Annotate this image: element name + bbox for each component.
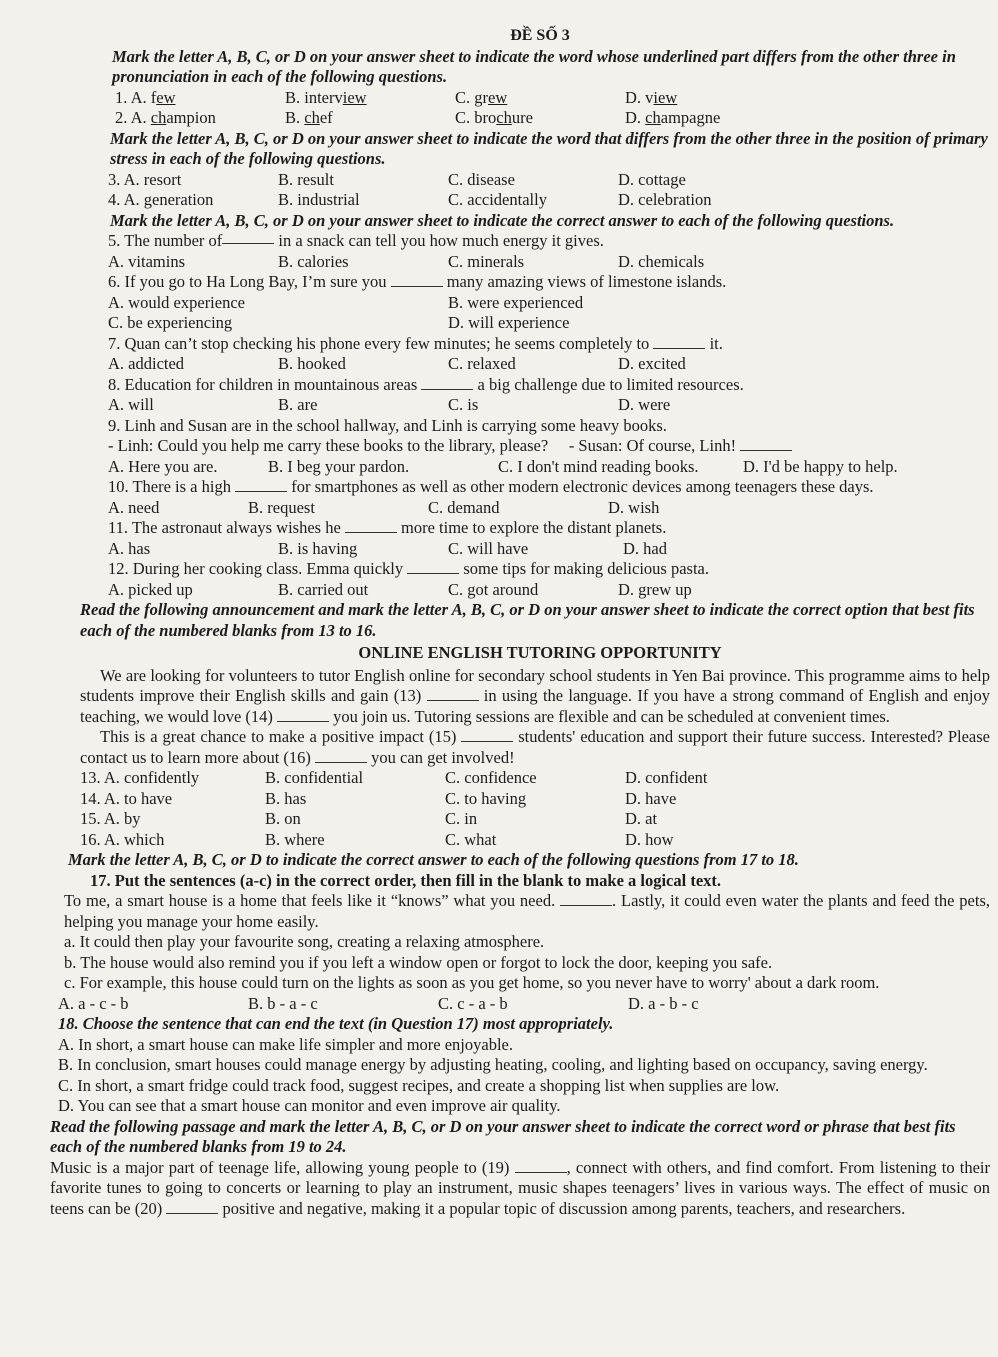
q18-option-b[interactable]: B. In conclusion, smart houses could manage energy by adjusting heating, cooling, and lighting based on occupancy, saving energy. xyxy=(58,1055,928,1074)
question-4 xyxy=(50,190,990,211)
q4-option-b[interactable]: B. industrial xyxy=(278,190,360,209)
q16-option-c[interactable]: C. what xyxy=(445,829,497,849)
exam-title: ĐỀ SỐ 3 xyxy=(510,27,570,44)
q7-option-c[interactable]: C. relaxed xyxy=(448,354,516,373)
question-11-options xyxy=(50,539,990,560)
q13-option-b[interactable]: B. confidential xyxy=(265,768,364,787)
q2-option-d[interactable]: D. champagne xyxy=(625,108,721,127)
question-1 xyxy=(50,88,990,109)
q9-option-c[interactable]: C. I don't mind reading books. xyxy=(498,456,699,476)
q15-option-b[interactable]: B. on xyxy=(265,809,301,828)
q17-sentence-c: c. For example, this house could turn on the lights as soon as you get home, so you never have to worry' about a dark room. xyxy=(64,973,880,992)
instruction-correct-answer: Mark the letter A, B, C, or D on your answer sheet to indicate the correct answer to each of the following questions. xyxy=(110,210,895,230)
q11-option-d[interactable]: D. had xyxy=(623,538,667,558)
question-8-stem: 8. Education for children in mountainous areas a big challenge due to limited resources. xyxy=(108,374,744,394)
q1-option-d[interactable]: D. view xyxy=(625,87,678,107)
q15-option-a[interactable]: 15. A. by xyxy=(80,809,141,828)
q16-option-a[interactable]: 16. A. which xyxy=(80,829,165,849)
question-9-dialogue: - Linh: Could you help me carry these books to the library, please? - Susan: Of course, Linh! xyxy=(50,436,990,457)
question-12-stem: 12. During her cooking class. Emma quickly some tips for making delicious pasta. xyxy=(108,559,709,578)
question-9-options xyxy=(50,457,990,478)
question-6-options xyxy=(50,293,990,314)
q17-option-c[interactable]: C. c - a - b xyxy=(438,993,508,1013)
question-15 xyxy=(50,809,990,830)
question-10-options xyxy=(50,498,990,519)
q8-option-d[interactable]: D. were xyxy=(618,395,671,414)
q12-option-a[interactable]: A. picked up xyxy=(108,579,193,599)
q14-option-c[interactable]: C. to having xyxy=(445,788,527,808)
q10-option-c[interactable]: C. demand xyxy=(428,497,500,517)
q16-option-d[interactable]: D. how xyxy=(625,829,674,849)
q17-sentence-a: a. It could then play your favourite song, creating a relaxing atmosphere. xyxy=(64,932,545,951)
q7-option-a[interactable]: A. addicted xyxy=(108,354,185,373)
question-9-stem: 9. Linh and Susan are in the school hallway, and Linh is carrying some heavy books. xyxy=(108,415,667,435)
q12-option-d[interactable]: D. grew up xyxy=(618,579,692,599)
q3-option-c[interactable]: C. disease xyxy=(448,169,515,189)
question-7-options xyxy=(50,354,990,375)
q9-option-b[interactable]: B. I beg your pardon. xyxy=(268,456,410,476)
q1-option-c[interactable]: C. grew xyxy=(455,87,508,107)
q8-option-c[interactable]: C. is xyxy=(448,395,479,414)
q14-option-b[interactable]: B. has xyxy=(265,788,307,808)
question-8-options xyxy=(50,395,990,416)
q6-option-c[interactable]: C. be experiencing xyxy=(108,313,233,332)
q10-option-a[interactable]: A. need xyxy=(108,497,160,517)
q7-option-b[interactable]: B. hooked xyxy=(278,354,346,373)
question-14 xyxy=(50,789,990,810)
q6-option-a[interactable]: A. would experience xyxy=(108,292,245,312)
q8-option-a[interactable]: A. will xyxy=(108,395,154,414)
question-18-stem: 18. Choose the sentence that can end the text (in Question 17) most appropriately. xyxy=(58,1014,614,1033)
q2-option-c[interactable]: C. brochure xyxy=(455,108,533,127)
instruction-announcement: Read the following announcement and mark the letter A, B, C, or D on your answer sheet to indicate the correct option that best fits each of the numbered blanks from 13 to 16. xyxy=(80,600,975,640)
question-7-stem: 7. Quan can’t stop checking his phone every few minutes; he seems completely to it. xyxy=(108,333,723,353)
question-5-stem: 5. The number of in a snack can tell you how much energy it gives. xyxy=(108,231,604,250)
question-17-stem: 17. Put the sentences (a-c) in the correct order, then fill in the blank to make a logical text. xyxy=(90,870,722,890)
question-11-stem: 11. The astronaut always wishes he more time to explore the distant planets. xyxy=(108,518,667,537)
q6-option-d[interactable]: D. will experience xyxy=(448,313,570,332)
question-10-stem: 10. There is a high for smartphones as well as other modern electronic devices among teenagers these days. xyxy=(108,477,874,496)
q18-option-d[interactable]: D. You can see that a smart house can monitor and even improve air quality. xyxy=(58,1096,561,1115)
q9-option-d[interactable]: D. I'd be happy to help. xyxy=(743,456,898,476)
question-17-text: To me, a smart house is a home that feels like it “knows” what you need. . Lastly, it could even water the plants and feed the pets, helping you manage your home easily. xyxy=(64,891,990,931)
q1-option-a[interactable]: 1. A. few xyxy=(115,87,176,107)
instruction-passage: Read the following passage and mark the letter A, B, C, or D on your answer sheet to indicate the correct word or phrase that best fits each of the numbered blanks from 19 to 24. xyxy=(50,1116,956,1156)
question-6-stem: 6. If you go to Ha Long Bay, I’m sure you many amazing views of limestone islands. xyxy=(108,272,727,291)
question-17-options xyxy=(50,994,990,1015)
q2-option-b[interactable]: B. chef xyxy=(285,108,333,127)
q3-option-d[interactable]: D. cottage xyxy=(618,169,686,189)
q12-option-b[interactable]: B. carried out xyxy=(278,579,369,599)
q14-option-a[interactable]: 14. A. to have xyxy=(80,788,173,808)
question-6-options-2 xyxy=(50,313,990,334)
q12-option-c[interactable]: C. got around xyxy=(448,579,539,599)
music-passage: Music is a major part of teenage life, allowing young people to (19) , connect with others, and find comfort. From listening to their favorite tunes to going to concerts or learning to play an instrument, music shapes teenagers’ lives in various ways. The effect of music on teens can be (20) positive and negative, making it a popular topic of discussion among parents, teachers, and researchers. xyxy=(50,1157,991,1218)
instruction-stress: Mark the letter A, B, C, or D on your answer sheet to indicate the word that differs from the other three in the position of primary stress in each of the following questions. xyxy=(110,128,988,168)
q10-option-d[interactable]: D. wish xyxy=(608,497,660,517)
announcement-heading: ONLINE ENGLISH TUTORING OPPORTUNITY xyxy=(358,643,722,662)
announcement-paragraph-2: This is a great chance to make a positive impact (15) students' education and support their future success. Interested? Please contact us to learn more about (16) you can get involved! xyxy=(80,727,990,767)
question-12-options xyxy=(50,580,990,601)
q17-option-a[interactable]: A. a - c - b xyxy=(58,993,129,1013)
q11-option-c[interactable]: C. will have xyxy=(448,538,529,558)
q16-option-b[interactable]: B. where xyxy=(265,829,325,849)
q11-option-b[interactable]: B. is having xyxy=(278,538,358,558)
question-5-options xyxy=(50,252,990,273)
q4-option-d[interactable]: D. celebration xyxy=(618,190,712,209)
q15-option-d[interactable]: D. at xyxy=(625,809,658,828)
q18-option-c[interactable]: C. In short, a smart fridge could track food, suggest recipes, and create a shopping list when supplies are low. xyxy=(58,1075,780,1095)
q5-option-c[interactable]: C. minerals xyxy=(448,251,525,271)
q5-option-d[interactable]: D. chemicals xyxy=(618,251,705,271)
announcement-paragraph-1: We are looking for volunteers to tutor English online for secondary school students in Yen Bai province. This programme aims to help students improve their English skills and gain (13) in using the language. If you have a strong command of English and enjoy teaching, we would love (14) you join us. Tutoring sessions are flexible and can be scheduled at convenient times. xyxy=(80,665,990,726)
q7-option-d[interactable]: D. excited xyxy=(618,354,686,373)
q9-option-a[interactable]: A. Here you are. xyxy=(108,456,218,476)
q1-option-b[interactable]: B. interview xyxy=(285,87,367,107)
question-13 xyxy=(50,768,990,789)
q13-option-d[interactable]: D. confident xyxy=(625,768,708,787)
question-3 xyxy=(50,170,990,191)
q14-option-d[interactable]: D. have xyxy=(625,788,677,808)
exam-content xyxy=(50,26,990,1219)
q11-option-a[interactable]: A. has xyxy=(108,538,151,558)
q2-option-a[interactable]: 2. A. champion xyxy=(115,108,216,127)
q13-option-c[interactable]: C. confidence xyxy=(445,768,537,787)
q4-option-c[interactable]: C. accidentally xyxy=(448,190,547,209)
q10-option-b[interactable]: B. request xyxy=(248,497,315,517)
q8-option-b[interactable]: B. are xyxy=(278,395,318,414)
q17-option-b[interactable]: B. b - a - c xyxy=(248,993,318,1013)
q5-option-a[interactable]: A. vitamins xyxy=(108,251,185,271)
q18-option-a[interactable]: A. In short, a smart house can make life simpler and more enjoyable. xyxy=(58,1034,513,1054)
q3-option-b[interactable]: B. result xyxy=(278,169,334,189)
instruction-pronunciation: Mark the letter A, B, C, or D on your answer sheet to indicate the word whose underlined part differs from the other three in pronunciation in each of the following questions. xyxy=(112,46,956,86)
q13-option-a[interactable]: 13. A. confidently xyxy=(80,768,200,787)
question-16 xyxy=(50,830,990,851)
q5-option-b[interactable]: B. calories xyxy=(278,251,349,271)
instruction-17-18: Mark the letter A, B, C, or D to indicate the correct answer to each of the following questions from 17 to 18. xyxy=(68,850,799,869)
q3-option-a[interactable]: 3. A. resort xyxy=(108,169,182,189)
question-2 xyxy=(50,108,990,129)
q15-option-c[interactable]: C. in xyxy=(445,809,478,828)
q17-option-d[interactable]: D. a - b - c xyxy=(628,993,699,1013)
q17-sentence-b: b. The house would also remind you if you left a window open or forgot to lock the door, keeping you safe. xyxy=(64,952,773,972)
q4-option-a[interactable]: 4. A. generation xyxy=(108,190,214,209)
q6-option-b[interactable]: B. were experienced xyxy=(448,292,584,312)
